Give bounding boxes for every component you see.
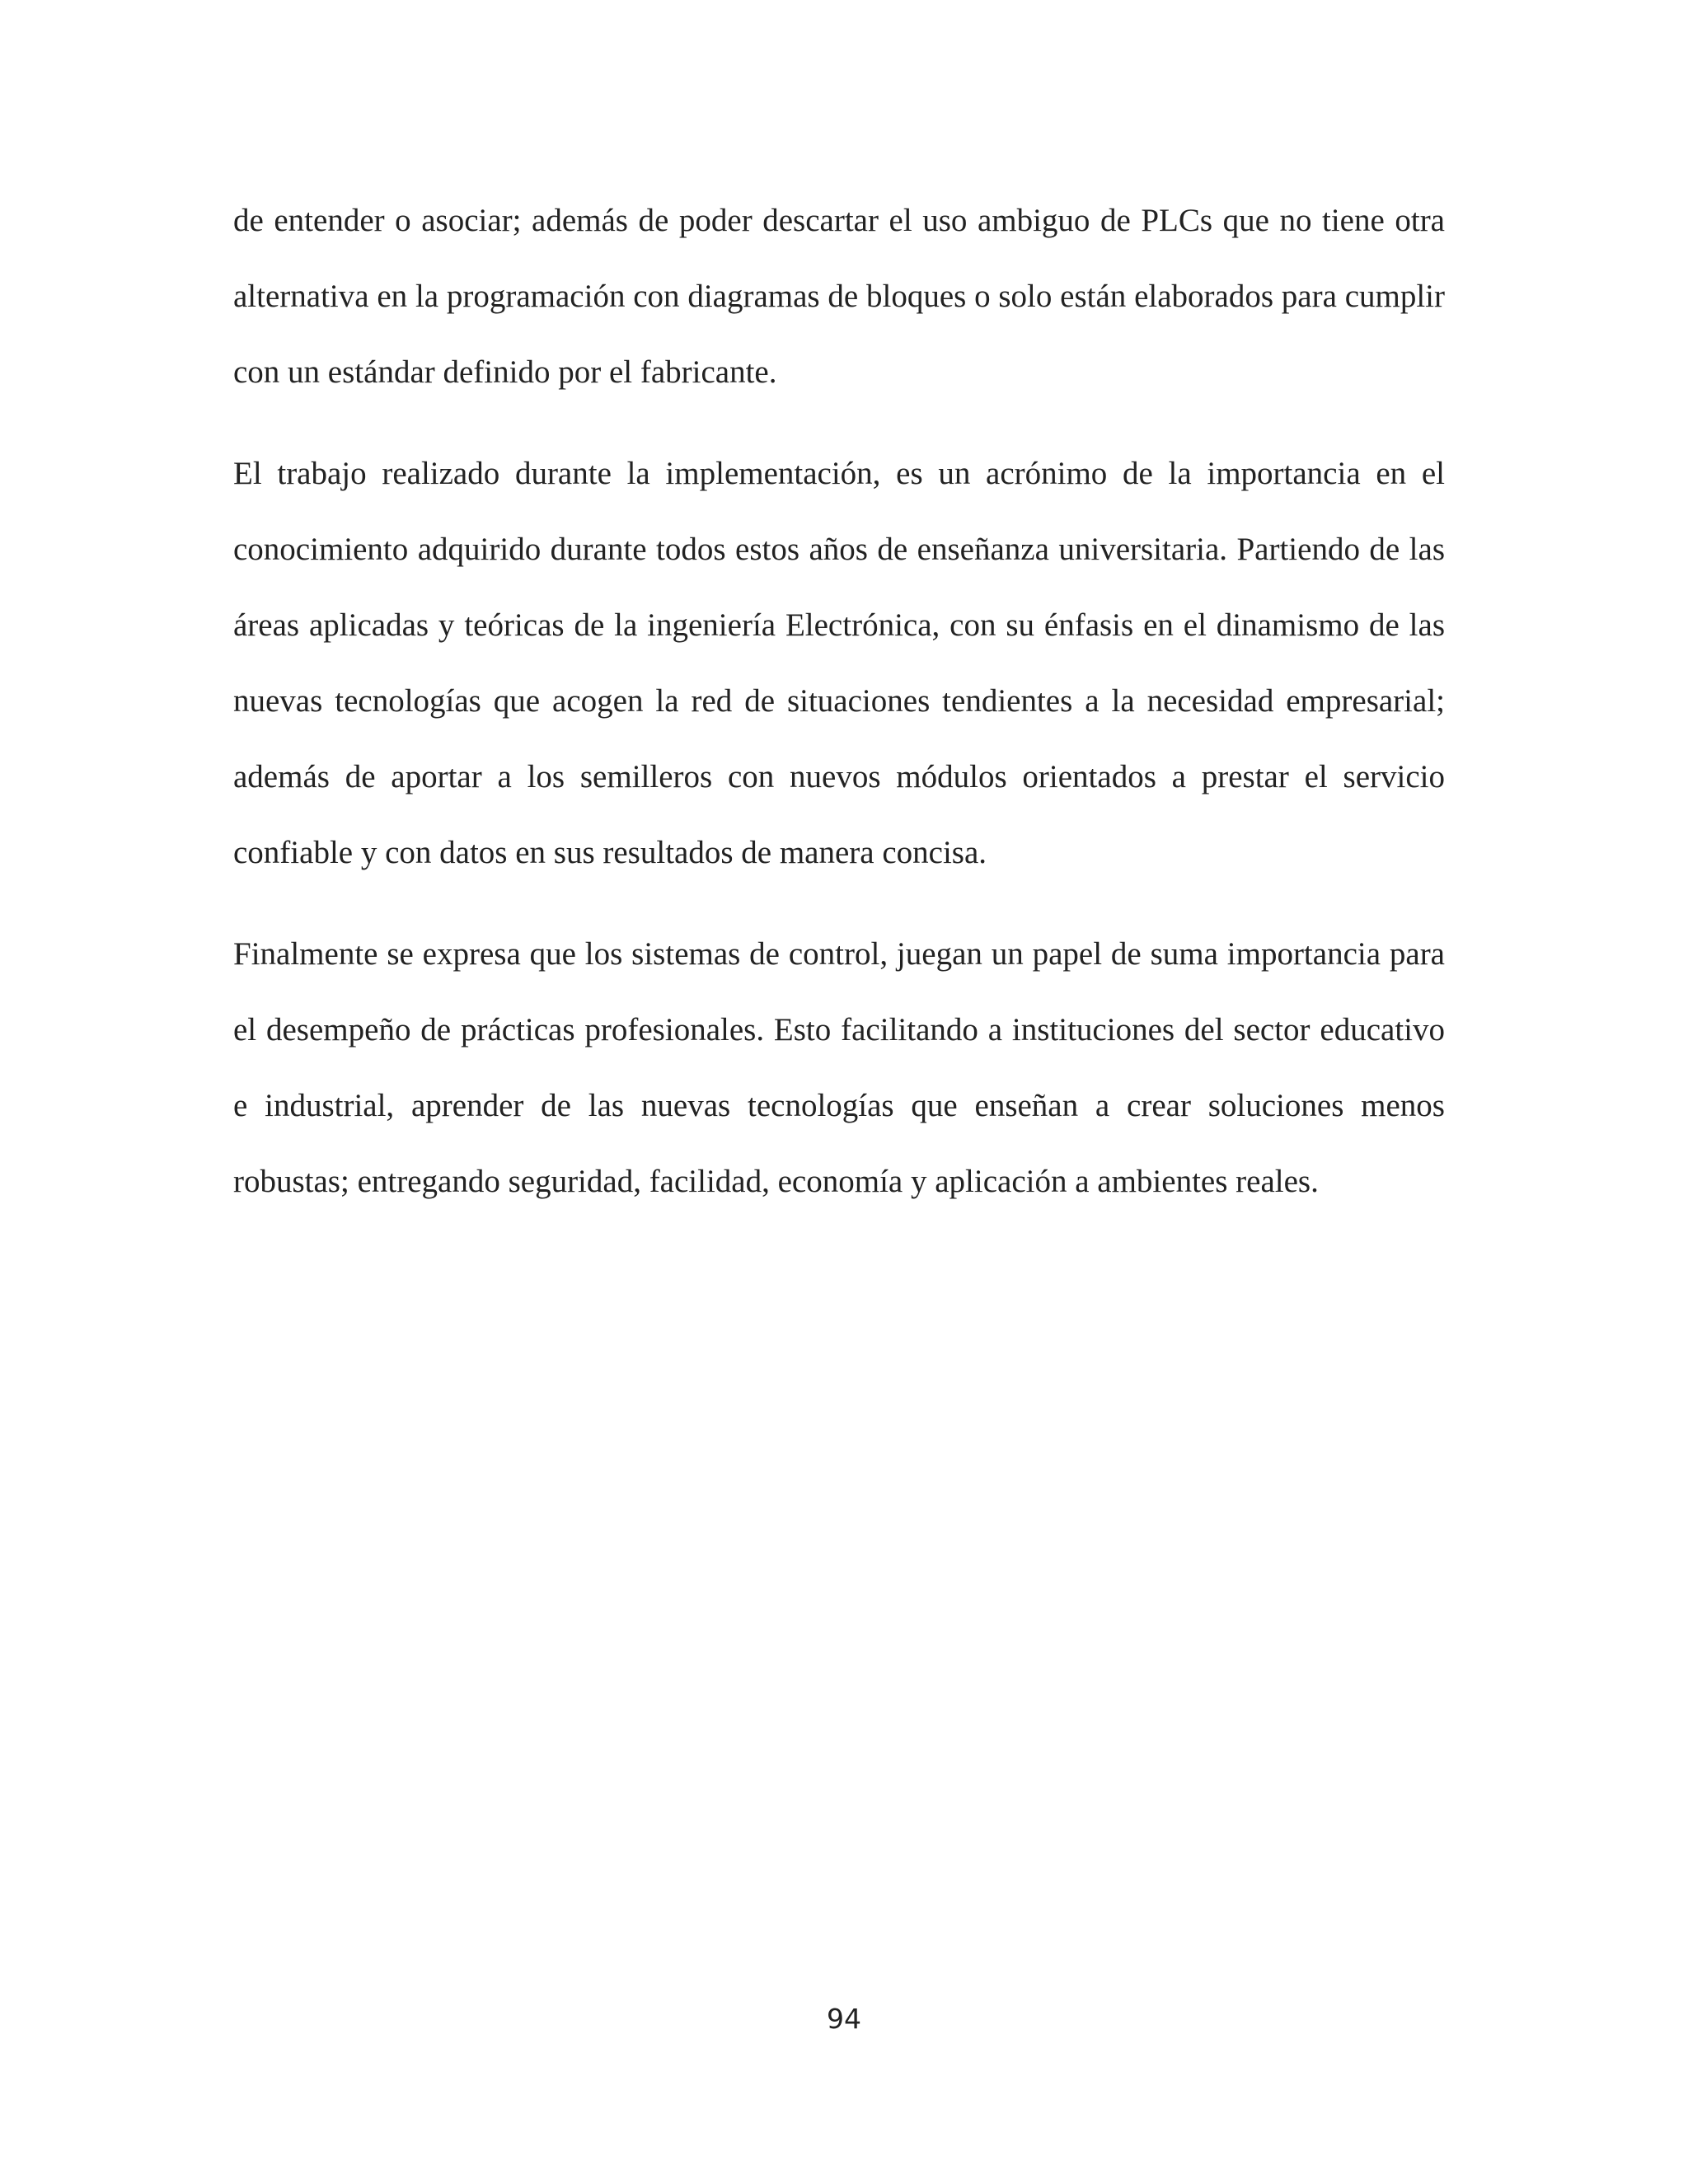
paragraph-3: Finalmente se expresa que los sistemas de control, juegan un papel de suma importancia para el desempeño de prácticas profesionales. Esto facilitando a instituciones del sector educativo e industrial, aprender de las nuevas tecnologías que enseñan a crear soluciones menos robustas; entregando seguridad, facilidad, economía y aplicación a ambientes reales. <box>233 936 1445 1199</box>
body-text <box>233 183 1445 1245</box>
page-number: 94 <box>827 2003 861 2035</box>
paragraph-1: de entender o asociar; además de poder descartar el uso ambiguo de PLCs que no tiene otra alternativa en la programación con diagramas de bloques o solo están elaborados para cumplir con un estándar definido por el fabricante. <box>233 203 1445 390</box>
paragraph-2: El trabajo realizado durante la implementación, es un acrónimo de la importancia en el conocimiento adquirido durante todos estos años de enseñanza universitaria. Partiendo de las áreas aplicadas y teóricas de la ingeniería Electrónica, con su énfasis en el dinamismo de las nuevas tecnologías que acogen la red de situaciones tendientes a la necesidad empresarial; además de aportar a los semilleros con nuevos módulos orientados a prestar el servicio confiable y con datos en sus resultados de manera concisa. <box>233 456 1445 870</box>
